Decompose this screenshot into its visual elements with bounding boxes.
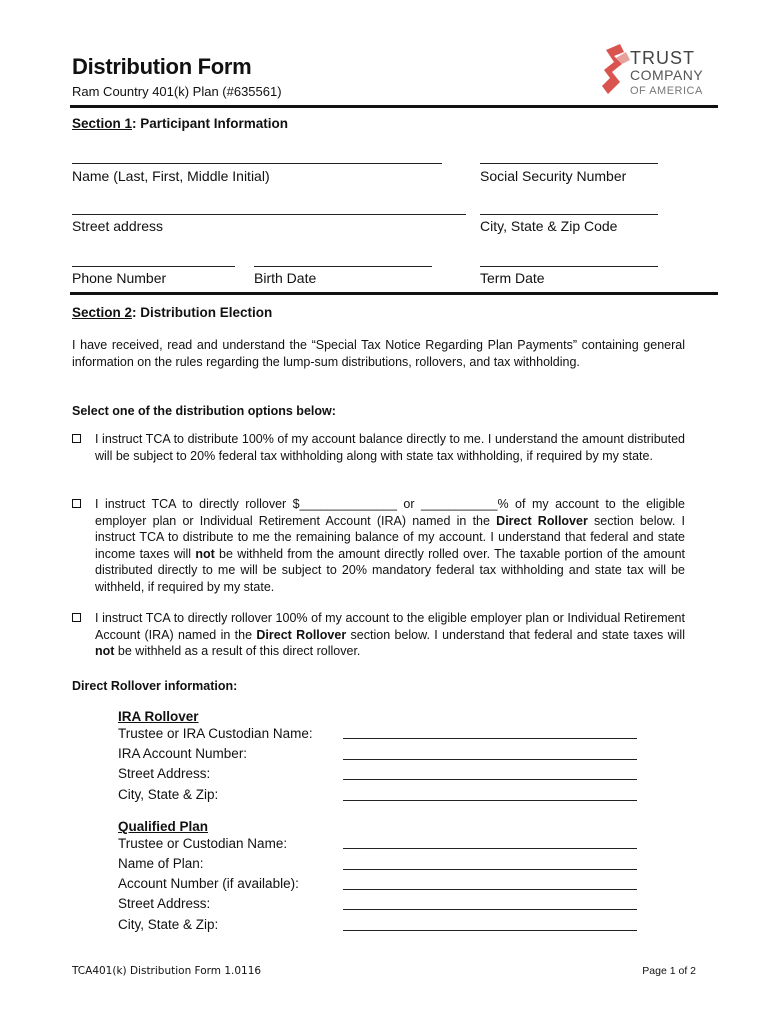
form-identifier: TCA401(k) Distribution Form 1.0116 — [72, 965, 262, 977]
direct-rollover-heading: Direct Rollover information: — [72, 679, 238, 693]
qp-plan-label: Name of Plan: — [118, 856, 204, 871]
section1-number: Section 1 — [72, 116, 133, 131]
page-number: Page 1 of 2 — [642, 965, 696, 977]
term-line[interactable] — [480, 266, 658, 267]
qp-street-label: Street Address: — [118, 896, 211, 911]
section2-title: : Distribution Election — [132, 305, 273, 320]
section2-heading — [72, 305, 272, 320]
qp-street-line[interactable] — [343, 909, 637, 910]
ira-city-label: City, State & Zip: — [118, 787, 219, 802]
ira-account-line[interactable] — [343, 759, 637, 760]
select-heading: Select one of the distribution options below: — [72, 404, 336, 418]
qp-city-label: City, State & Zip: — [118, 917, 219, 932]
qp-plan-line[interactable] — [343, 869, 637, 870]
checkbox-icon[interactable] — [72, 434, 81, 443]
name-line[interactable] — [72, 163, 442, 164]
birth-label: Birth Date — [254, 270, 317, 286]
option-full-rollover[interactable] — [72, 610, 685, 660]
phone-line[interactable] — [72, 266, 235, 267]
trust-company-logo — [600, 42, 720, 102]
qp-account-line[interactable] — [343, 889, 637, 890]
street-line[interactable] — [72, 214, 466, 215]
section1-title: : Participant Information — [132, 116, 289, 131]
qp-city-line[interactable] — [343, 930, 637, 931]
ira-rollover-heading: IRA Rollover — [118, 709, 199, 724]
option2-text: I instruct TCA to directly rollover $______________ or ___________% of my account to the eligible employer plan or Individual Retirement Account (IRA) named in the Direct Rollover section below. I instruct TCA to distribute to me the remaining balance of my account. I understand that federal and state income taxes will not be withheld from the amount directly rolled over. The taxable portion of the amount distributed directly to me will be subject to 20% mandatory federal tax withholding and state tax will be withheld, if required by my state. — [95, 497, 685, 594]
qp-trustee-line[interactable] — [343, 848, 637, 849]
section2-number: Section 2 — [72, 305, 133, 320]
page-title: Distribution Form — [72, 54, 252, 79]
logo-line1: TRUST — [630, 48, 695, 68]
ira-street-label: Street Address: — [118, 766, 211, 781]
ira-trustee-label: Trustee or IRA Custodian Name: — [118, 726, 313, 741]
ira-city-line[interactable] — [343, 800, 637, 801]
qualified-plan-heading: Qualified Plan — [118, 819, 209, 834]
city-label: City, State & Zip Code — [480, 218, 618, 234]
option-partial-rollover[interactable] — [72, 496, 685, 595]
section1-heading — [72, 116, 288, 131]
option1-text: I instruct TCA to distribute 100% of my account balance directly to me. I understand the amount distributed will be subject to 20% federal tax withholding along with state tax withholding, if required by my state. — [95, 432, 685, 463]
header-divider — [70, 105, 718, 108]
ira-street-line[interactable] — [343, 779, 637, 780]
ira-trustee-line[interactable] — [343, 738, 637, 739]
term-label: Term Date — [480, 270, 545, 286]
logo-line3: OF AMERICA — [630, 85, 703, 97]
plan-subtitle: Ram Country 401(k) Plan (#635561) — [72, 84, 282, 99]
qp-account-label: Account Number (if available): — [118, 876, 299, 891]
qp-trustee-label: Trustee or Custodian Name: — [118, 836, 288, 851]
name-label: Name (Last, First, Middle Initial) — [72, 168, 270, 184]
option-distribute-all[interactable] — [72, 431, 685, 464]
checkbox-icon[interactable] — [72, 613, 81, 622]
ssn-line[interactable] — [480, 163, 658, 164]
birth-line[interactable] — [254, 266, 432, 267]
ssn-label: Social Security Number — [480, 168, 627, 184]
logo-mark-icon — [600, 42, 720, 102]
ira-account-label: IRA Account Number: — [118, 746, 248, 761]
phone-label: Phone Number — [72, 270, 167, 286]
street-label: Street address — [72, 218, 164, 234]
option3-text: I instruct TCA to directly rollover 100% of my account to the eligible employer plan or Individual Retirement Account (IRA) named in the Direct Rollover section below. I understand that federal and state taxes will not be withheld as a result of this direct rollover. — [95, 611, 685, 658]
city-line[interactable] — [480, 214, 658, 215]
intro-paragraph: I have received, read and understand the “Special Tax Notice Regarding Plan Payments” containing general information on the rules regarding the lump-sum distributions, rollovers, and tax withholding. — [72, 338, 685, 369]
logo-line2: COMPANY — [630, 67, 704, 83]
section-divider — [70, 292, 718, 295]
checkbox-icon[interactable] — [72, 499, 81, 508]
